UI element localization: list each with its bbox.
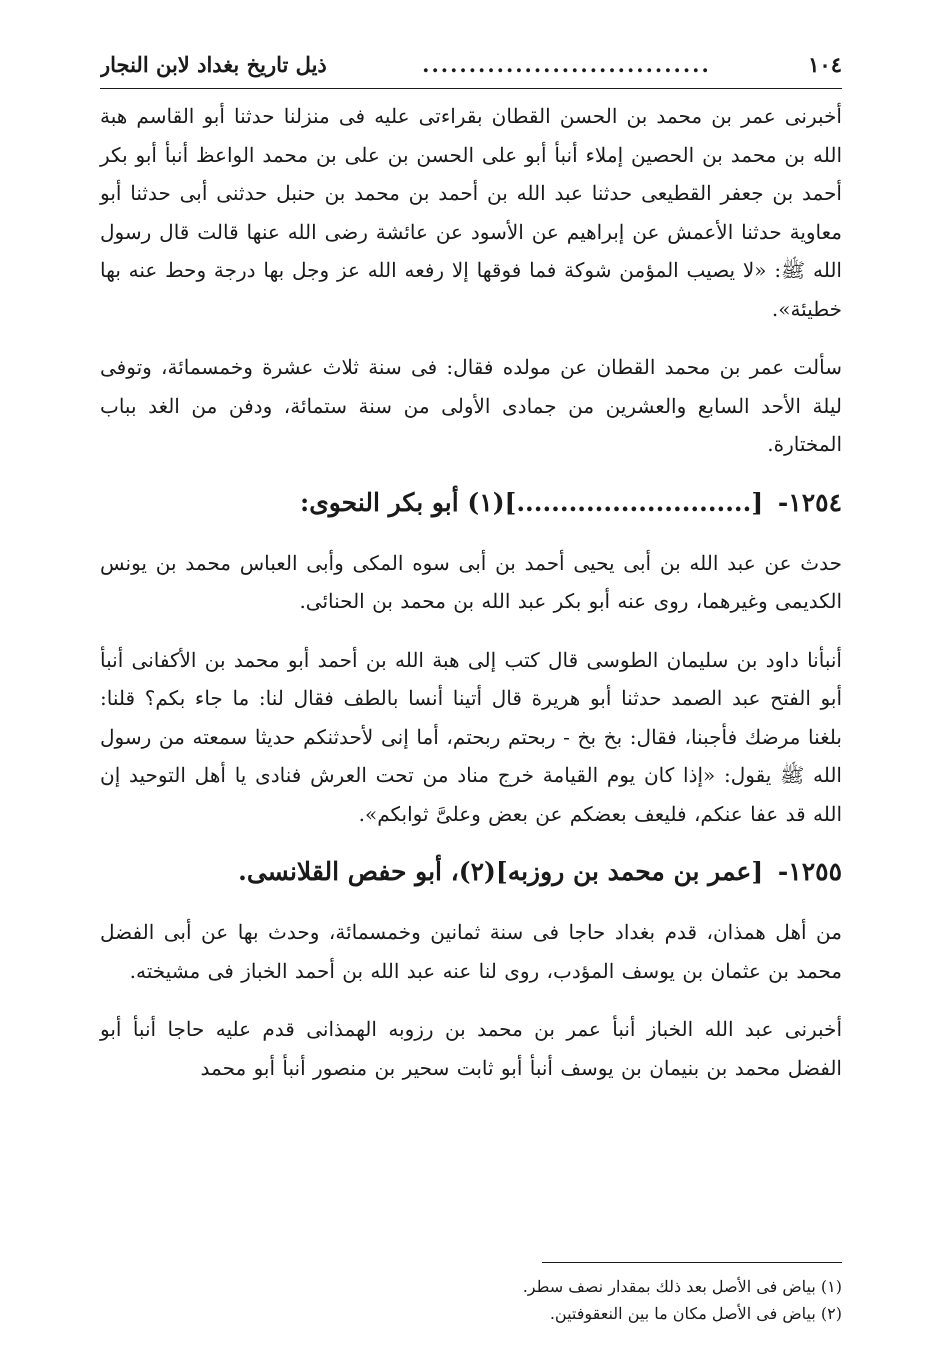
entry-title: [...........................](١) أبو بكر النحوى: [299, 487, 764, 517]
footnotes [100, 1262, 842, 1327]
page-number: ١٠٤ [808, 51, 842, 77]
footnote-1: (١) بياض فى الأصل بعد ذلك بمقدار نصف سطر. [522, 1277, 842, 1296]
entry-title: [عمر بن محمد بن روزبه](٢)، أبو حفص القلانسى. [238, 857, 764, 886]
paragraph-hadith-qattan: أخبرنى عمر بن محمد بن الحسن القطان بقراءتى عليه فى منزلنا حدثنا أبو القاسم هبة الله بن محمد بن الحصين إملاء أنبأ أبو على الحسن بن على بن محمد الواعظ أنبأ أبو بكر أحمد بن جعفر القطيعى حدثنا عبد الله بن أحمد بن محمد بن حنبل حدثنى أبى حدثنا أبو معاوية حدثنا الأعمش عن إبراهيم عن الأسود عن عائشة رضى الله عنها قالت قال رسول الله ﷺ: «لا يصيب المؤمن شوكة فما فوقها إلا رفعه الله عز وجل بها درجة وحط عنه بها خطيئة». [100, 104, 842, 321]
leader-dots: ............................... [422, 51, 711, 77]
entry-number: ١٢٥٤- [777, 487, 842, 517]
entry-heading-1254 [100, 484, 842, 522]
entry-heading-1255 [100, 853, 842, 891]
paragraph-qalanisi-bio: من أهل همذان، قدم بغداد حاجا فى سنة ثمانين وخمسمائة، وحدث بها عن أبى الفضل محمد بن عثمان بن يوسف المؤدب، روى لنا عنه عبد الله بن أحمد الخباز فى مشيخته. [100, 920, 842, 983]
paragraph-hadith-anas: أنبأنا داود بن سليمان الطوسى قال كتب إلى هبة الله بن أحمد أبو محمد بن الأكفانى أنبأ أبو الفتح عبد الصمد حدثنا أبو هريرة قال أتينا أنسا بالطف فقال لنا: ما جاء بكم؟ قلنا: بلغنا مرضك فأجبنا، فقال: بخ بخ - ربحتم ربحتم، أما إنى لأحدثنكم حديثا سمعته من رسول الله ﷺ يقول: «إذا كان يوم القيامة خرج مناد من تحت العرش فنادى يا أهل التوحيد إن الله قد عفا عنكم، فليعف بعضكم عن بعض وعلىَّ ثوابكم». [100, 647, 842, 826]
entry-number: ١٢٥٥- [777, 857, 842, 886]
footnote-rule [542, 1262, 842, 1263]
running-header [100, 44, 842, 89]
paragraph-qattan-birth: سألت عمر بن محمد القطان عن مولده فقال: فى سنة ثلاث عشرة وخمسمائة، وتوفى ليلة الأحد السابع والعشرين من جمادى الأولى من سنة ستمائة، ودفن من الغد بباب المختارة. [100, 355, 842, 456]
paragraph-khabbaz-chain: أخبرنى عبد الله الخباز أنبأ عمر بن محمد بن رزوبه الهمذانى قدم عليه حاجا أنبأ أبو الفضل محمد بن بنيمان بن يوسف أنبأ أبو ثابت سحير بن منصور أنبأ أبو محمد [100, 1017, 842, 1080]
paragraph-nahwi-narration: حدث عن عبد الله بن أبى يحيى أحمد بن أبى سوه المكى وأبى العباس محمد بن يونس الكديمى وغيرهما، روى عنه أبو بكر عبد الله بن محمد بن الحنائى. [100, 550, 842, 613]
footnote-2: (٢) بياض فى الأصل مكان ما بين النعقوفتين. [549, 1304, 842, 1323]
book-title: ذيل تاريخ بغداد لابن النجار [100, 51, 327, 77]
